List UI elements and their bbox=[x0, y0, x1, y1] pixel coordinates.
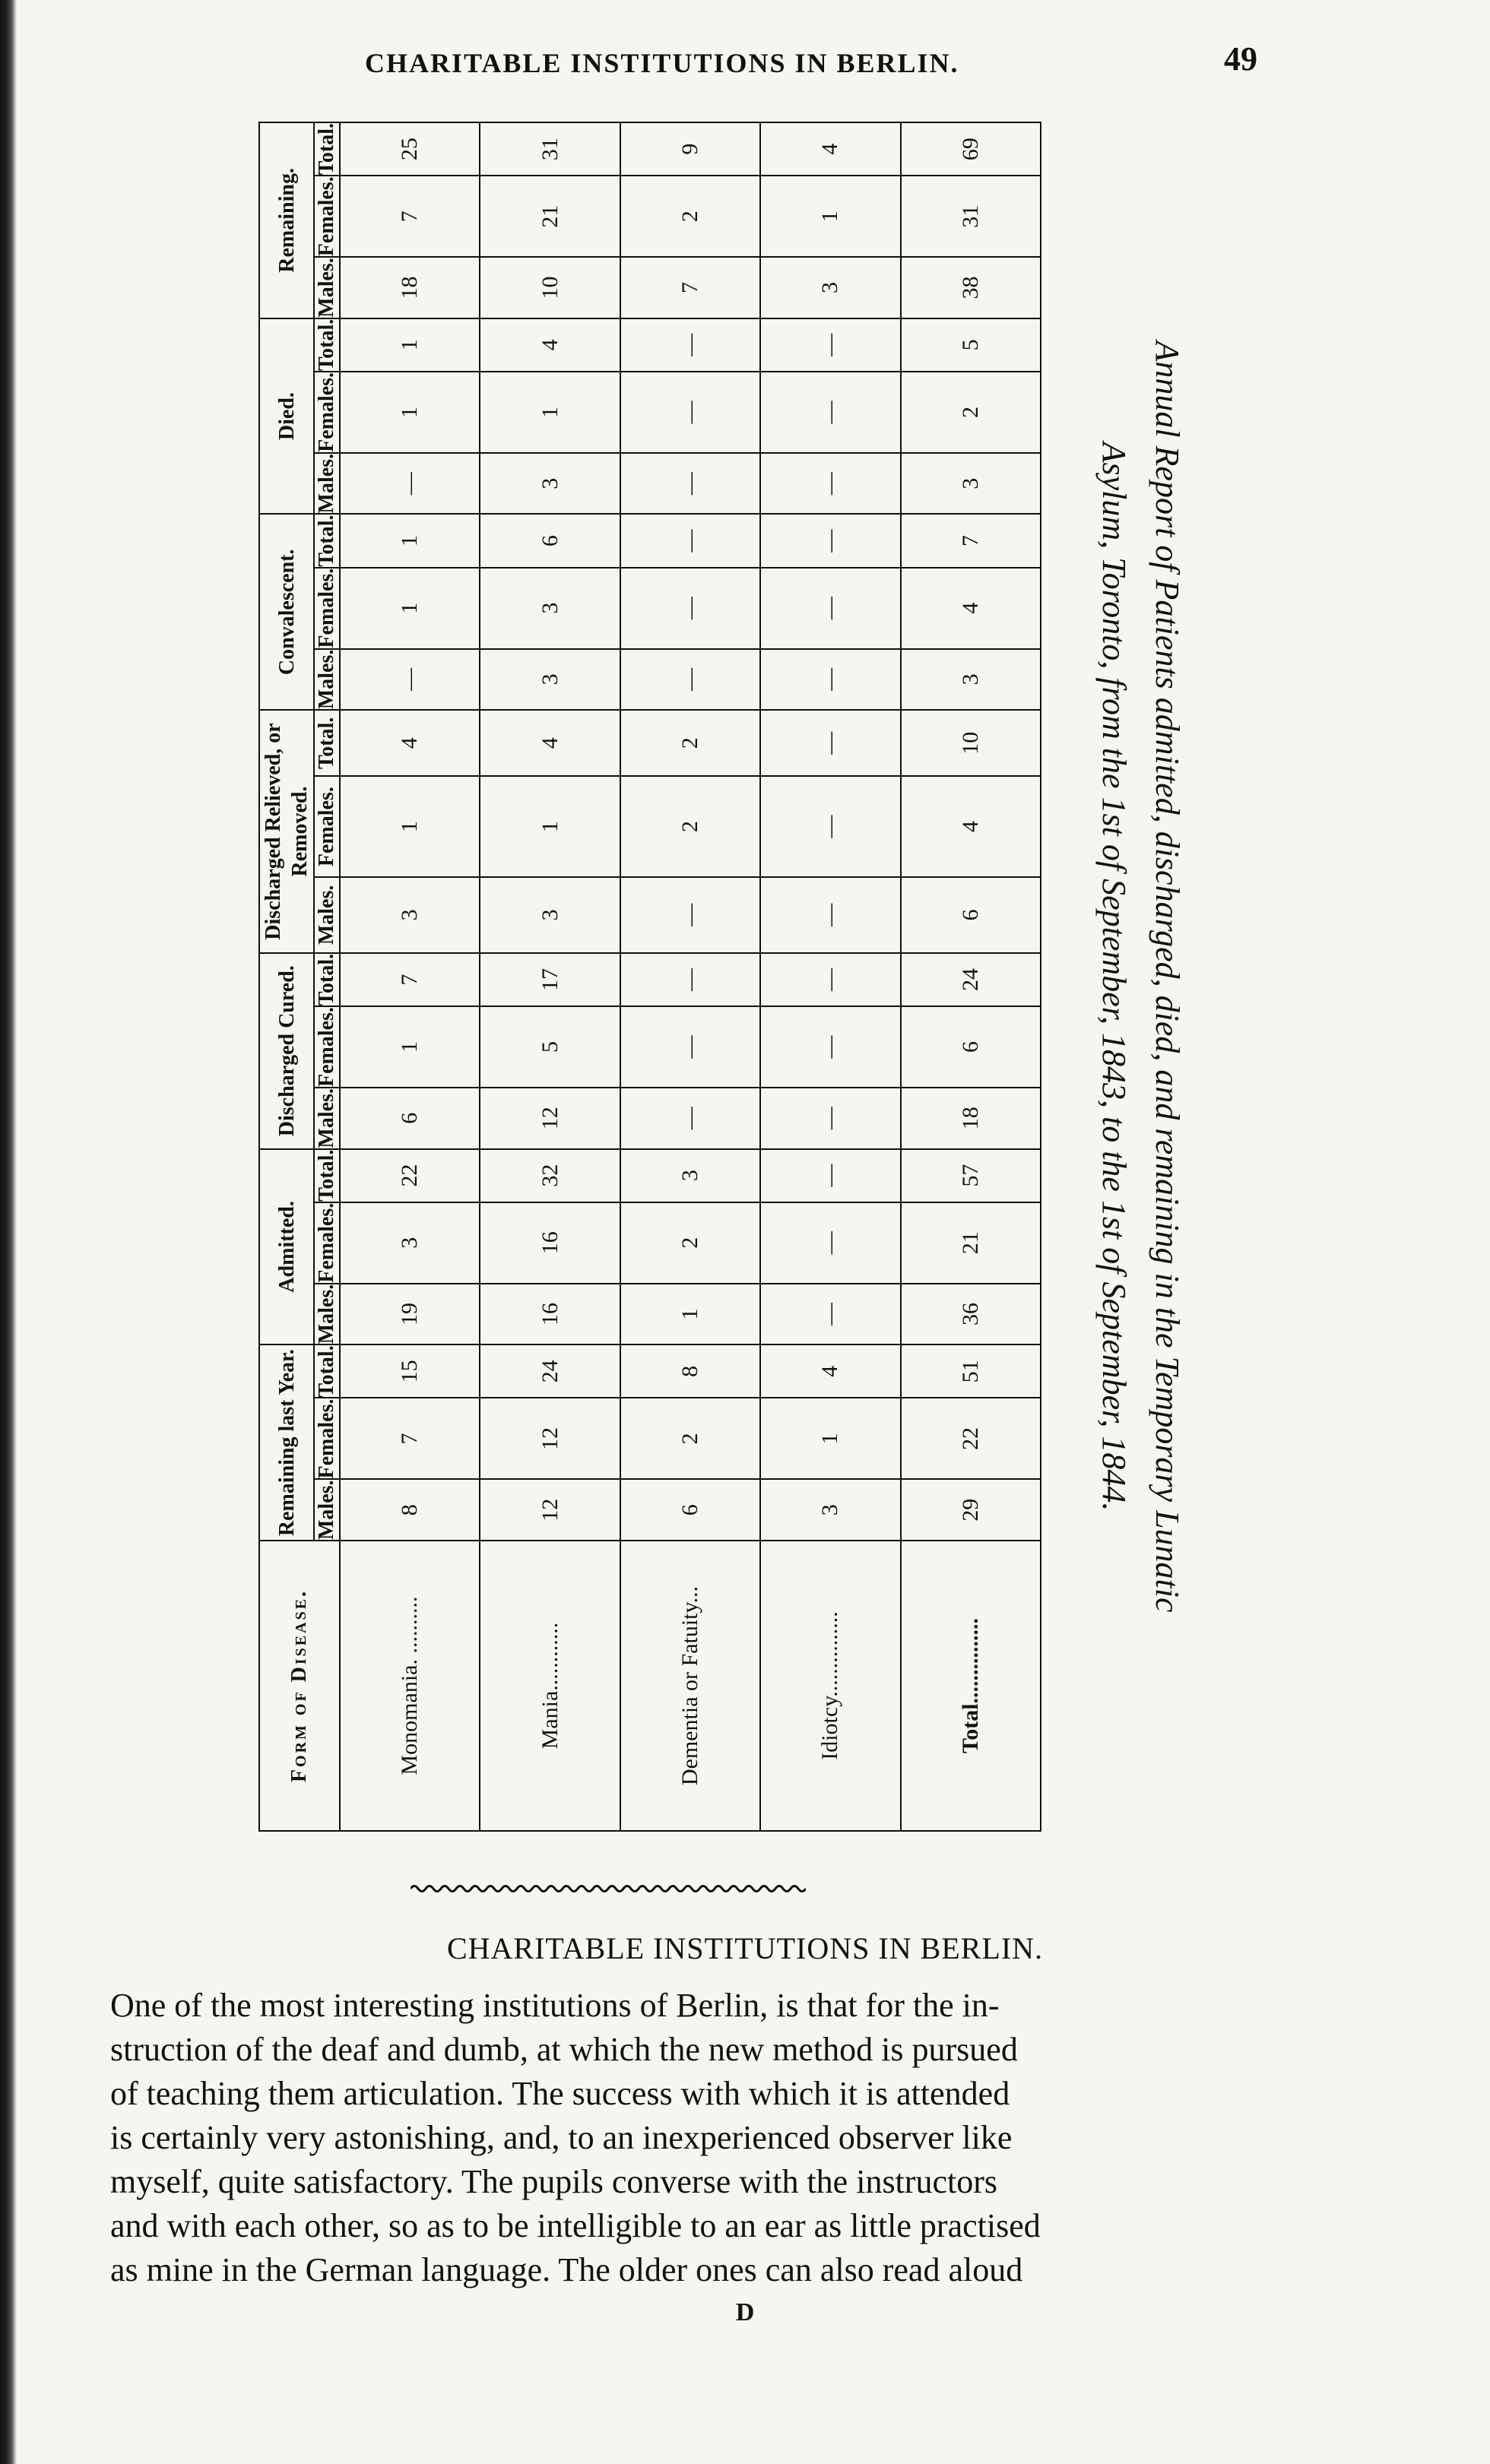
table-row bbox=[760, 122, 900, 1831]
table-caption bbox=[1026, 122, 1194, 1832]
value-cell: — bbox=[760, 318, 900, 372]
group-header: Admitted. bbox=[259, 1149, 314, 1345]
value-cell: 4 bbox=[760, 122, 900, 176]
total-value-cell: 7 bbox=[901, 514, 1041, 567]
total-value-cell: 4 bbox=[901, 568, 1041, 649]
subheader-cell: Females. bbox=[315, 568, 338, 648]
value-cell: 3 bbox=[340, 877, 480, 953]
table-row bbox=[480, 122, 620, 1831]
value-cell: 7 bbox=[340, 176, 480, 257]
value-cell: 3 bbox=[760, 1479, 900, 1541]
subheader-cell: Total. bbox=[315, 953, 338, 1006]
subheader-cell: Females. bbox=[315, 1202, 338, 1283]
subheader-cell: Females. bbox=[315, 1398, 338, 1479]
table-total-row bbox=[901, 122, 1041, 1831]
total-value-cell: 3 bbox=[901, 649, 1041, 711]
value-cell: 7 bbox=[620, 257, 760, 318]
total-value-cell: 69 bbox=[901, 122, 1041, 176]
value-cell: 6 bbox=[480, 514, 620, 567]
value-cell: — bbox=[620, 318, 760, 372]
value-cell: — bbox=[760, 372, 900, 453]
subheader-cell: Total. bbox=[314, 710, 340, 776]
value-cell: 31 bbox=[480, 122, 620, 176]
subheader-cell: Females. bbox=[315, 372, 338, 452]
value-cell: 1 bbox=[340, 776, 480, 877]
value-cell: 10 bbox=[480, 257, 620, 318]
patients-table bbox=[258, 122, 1041, 1832]
value-cell: — bbox=[760, 776, 900, 877]
group-header: Discharged Cured. bbox=[259, 953, 314, 1149]
text-line: is certainly very astonishing, and, to an inexperienced observer like bbox=[110, 2119, 1013, 2156]
text-line: as mine in the German language. The older ones can also read aloud bbox=[110, 2251, 1023, 2288]
value-cell: 2 bbox=[620, 710, 760, 776]
subheader-cell: Males. bbox=[315, 453, 338, 514]
value-cell: 19 bbox=[340, 1284, 480, 1345]
value-cell: 3 bbox=[620, 1149, 760, 1202]
text-line: struction of the deaf and dumb, at which the new method is pursued bbox=[110, 2031, 1018, 2068]
value-cell: — bbox=[760, 1149, 900, 1202]
total-value-cell: 6 bbox=[901, 877, 1041, 953]
value-cell: 8 bbox=[340, 1479, 480, 1541]
value-cell: — bbox=[760, 710, 900, 776]
value-cell: 17 bbox=[480, 953, 620, 1006]
value-cell: 1 bbox=[480, 776, 620, 877]
caption-line-1: Annual Report of Patients admitted, discharged, died, and remaining in the Temporary Lunatic bbox=[1149, 340, 1186, 1613]
subheader-cell: Males. bbox=[314, 877, 340, 953]
value-cell: 5 bbox=[480, 1006, 620, 1088]
value-cell: 6 bbox=[340, 1088, 480, 1149]
value-cell: 2 bbox=[620, 176, 760, 257]
value-cell: — bbox=[620, 1006, 760, 1088]
value-cell: — bbox=[620, 877, 760, 953]
text-line: and with each other, so as to be intelligible to an ear as little practised bbox=[110, 2207, 1041, 2244]
value-cell: 16 bbox=[480, 1202, 620, 1284]
total-value-cell: 38 bbox=[901, 257, 1041, 318]
total-value-cell: 22 bbox=[901, 1398, 1041, 1480]
value-cell: 4 bbox=[480, 710, 620, 776]
value-cell: 2 bbox=[620, 1398, 760, 1480]
table-body bbox=[340, 122, 1041, 1831]
value-cell: 1 bbox=[340, 372, 480, 453]
value-cell: — bbox=[340, 453, 480, 515]
value-cell: 15 bbox=[340, 1344, 480, 1398]
value-cell: 3 bbox=[340, 1202, 480, 1284]
value-cell: — bbox=[760, 953, 900, 1006]
value-cell: 3 bbox=[480, 649, 620, 711]
value-cell: 8 bbox=[620, 1344, 760, 1398]
total-value-cell: 24 bbox=[901, 953, 1041, 1006]
subheader-cell: Males. bbox=[315, 1284, 338, 1344]
value-cell: — bbox=[620, 453, 760, 515]
value-cell: — bbox=[760, 1088, 900, 1149]
total-value-cell: 5 bbox=[901, 318, 1041, 372]
value-cell: — bbox=[620, 568, 760, 649]
group-header: Convalescent. bbox=[259, 514, 314, 710]
form-of-disease-label: Form of Disease. bbox=[287, 1588, 311, 1783]
value-cell: 1 bbox=[340, 318, 480, 372]
value-cell: — bbox=[760, 453, 900, 515]
value-cell: 1 bbox=[340, 568, 480, 649]
total-value-cell: 6 bbox=[901, 1006, 1041, 1088]
wavy-rule bbox=[411, 1883, 806, 1894]
value-cell: 24 bbox=[480, 1344, 620, 1398]
value-cell: 3 bbox=[480, 568, 620, 649]
value-cell: 3 bbox=[480, 453, 620, 515]
value-cell: 3 bbox=[760, 257, 900, 318]
value-cell: 1 bbox=[480, 372, 620, 453]
value-cell: 21 bbox=[480, 176, 620, 257]
subheader-cell: Females. bbox=[315, 1007, 338, 1088]
table-group-header-row bbox=[259, 122, 314, 1831]
subheader-cell: Total. bbox=[315, 318, 338, 371]
total-value-cell: 2 bbox=[901, 372, 1041, 453]
total-value-cell: 21 bbox=[901, 1202, 1041, 1284]
group-header: Remaining. bbox=[259, 122, 314, 318]
value-cell: 32 bbox=[480, 1149, 620, 1202]
total-value-cell: 51 bbox=[901, 1344, 1041, 1398]
total-value-cell: 29 bbox=[901, 1479, 1041, 1541]
value-cell: 12 bbox=[480, 1398, 620, 1480]
value-cell: 2 bbox=[620, 1202, 760, 1284]
table-row bbox=[620, 122, 760, 1831]
value-cell: — bbox=[620, 1088, 760, 1149]
subheader-cell: Total. bbox=[315, 1345, 338, 1398]
table-row bbox=[340, 122, 480, 1831]
value-cell: 22 bbox=[340, 1149, 480, 1202]
value-cell: — bbox=[340, 649, 480, 711]
value-cell: 4 bbox=[760, 1344, 900, 1398]
value-cell: 18 bbox=[340, 257, 480, 318]
signature-mark: D bbox=[735, 2298, 755, 2326]
value-cell: 3 bbox=[480, 877, 620, 953]
total-value-cell: 18 bbox=[901, 1088, 1041, 1149]
total-value-cell: 36 bbox=[901, 1284, 1041, 1345]
value-cell: — bbox=[760, 1202, 900, 1284]
group-header: Discharged Relieved, or Removed. bbox=[259, 710, 314, 953]
value-cell: 6 bbox=[620, 1479, 760, 1541]
disease-name: Monomania. .......... bbox=[340, 1541, 480, 1831]
value-cell: 4 bbox=[480, 318, 620, 372]
subheader-cell: Total. bbox=[315, 515, 338, 567]
value-cell: 2 bbox=[620, 776, 760, 877]
value-cell: — bbox=[760, 568, 900, 649]
value-cell: 1 bbox=[760, 176, 900, 257]
total-value-cell: 3 bbox=[901, 453, 1041, 515]
value-cell: — bbox=[760, 649, 900, 711]
total-value-cell: 10 bbox=[901, 710, 1041, 776]
value-cell: 16 bbox=[480, 1284, 620, 1345]
value-cell: — bbox=[760, 514, 900, 567]
text-line: myself, quite satisfactory. The pupils converse with the instructors bbox=[110, 2163, 997, 2200]
running-head: CHARITABLE INSTITUTIONS IN BERLIN. bbox=[365, 48, 959, 78]
form-of-disease-header bbox=[259, 1541, 340, 1831]
value-cell: — bbox=[620, 953, 760, 1006]
value-cell: 7 bbox=[340, 953, 480, 1006]
text-line: of teaching them articulation. The success with which it is attended bbox=[110, 2075, 1010, 2112]
value-cell: — bbox=[620, 372, 760, 453]
total-label: Total............... bbox=[901, 1541, 1041, 1831]
subheader-cell: Males. bbox=[315, 258, 338, 318]
subheader-cell: Males. bbox=[315, 1088, 338, 1148]
text-line: One of the most interesting institutions of Berlin, is that for the in- bbox=[110, 1987, 1000, 2024]
value-cell: 1 bbox=[340, 514, 480, 567]
subheader-cell: Males. bbox=[315, 1480, 338, 1540]
value-cell: 1 bbox=[760, 1398, 900, 1480]
total-value-cell: 4 bbox=[901, 776, 1041, 877]
subheader-cell: Males. bbox=[315, 649, 338, 710]
value-cell: 25 bbox=[340, 122, 480, 176]
value-cell: 1 bbox=[340, 1006, 480, 1088]
body-paragraph bbox=[110, 1984, 1311, 2292]
subheader-cell: Females. bbox=[314, 776, 340, 877]
value-cell: 7 bbox=[340, 1398, 480, 1480]
disease-name: Mania............ bbox=[480, 1541, 620, 1831]
group-header: Remaining last Year. bbox=[259, 1344, 314, 1541]
subheader-cell: Total. bbox=[315, 123, 338, 176]
section-title: CHARITABLE INSTITUTIONS IN BERLIN. bbox=[446, 1931, 1044, 1965]
disease-name: Idiotcy............... bbox=[760, 1541, 900, 1831]
disease-name: Dementia or Fatuity... bbox=[620, 1541, 760, 1831]
caption-rotated-container bbox=[1026, 122, 1194, 1832]
total-value-cell: 57 bbox=[901, 1149, 1041, 1202]
value-cell: — bbox=[620, 514, 760, 567]
value-cell: 12 bbox=[480, 1479, 620, 1541]
value-cell: — bbox=[760, 877, 900, 953]
value-cell: — bbox=[760, 1284, 900, 1345]
subheader-cell: Females. bbox=[315, 176, 338, 257]
value-cell: 9 bbox=[620, 122, 760, 176]
group-header: Died. bbox=[259, 318, 314, 515]
value-cell: — bbox=[760, 1006, 900, 1088]
value-cell: 4 bbox=[340, 710, 480, 776]
subheader-cell: Total. bbox=[315, 1149, 338, 1202]
page-number: 49 bbox=[1224, 40, 1257, 78]
value-cell: 12 bbox=[480, 1088, 620, 1149]
value-cell: — bbox=[620, 649, 760, 711]
book-spine-shadow bbox=[0, 0, 17, 2464]
total-value-cell: 31 bbox=[901, 176, 1041, 257]
table-rotated-container bbox=[258, 122, 1041, 1832]
value-cell: 1 bbox=[620, 1284, 760, 1345]
caption-line-2: Asylum, Toronto, from the 1st of September, 1843, to the 1st of September, 1844. bbox=[1095, 442, 1133, 1512]
